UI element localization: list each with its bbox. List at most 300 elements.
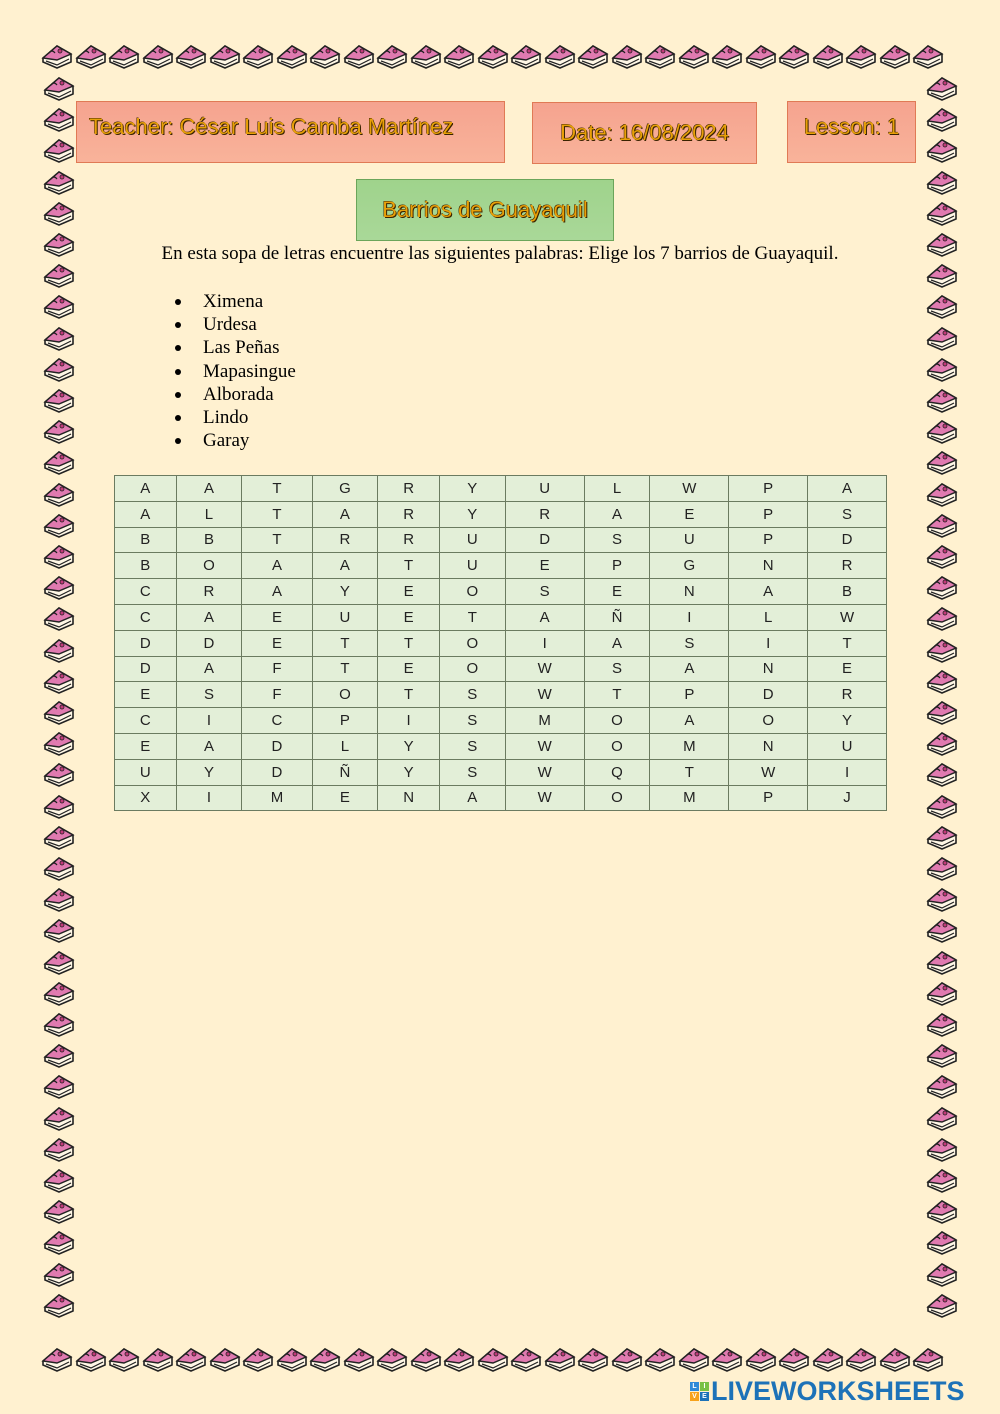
grid-cell[interactable]: A xyxy=(312,501,378,527)
cake-decoration-icon xyxy=(476,40,510,70)
cake-decoration-icon xyxy=(925,1289,959,1319)
grid-cell[interactable]: S xyxy=(176,682,242,708)
grid-cell[interactable]: A xyxy=(439,785,505,811)
cake-decoration-icon xyxy=(208,1343,242,1373)
grid-cell[interactable]: R xyxy=(378,476,440,502)
grid-row xyxy=(115,733,887,759)
grid-cell[interactable]: A xyxy=(584,630,650,656)
grid-cell[interactable]: R xyxy=(312,527,378,553)
grid-cell[interactable]: T xyxy=(378,682,440,708)
grid-cell[interactable]: B xyxy=(115,527,177,553)
grid-cell[interactable]: A xyxy=(584,501,650,527)
grid-row xyxy=(115,682,887,708)
grid-cell[interactable]: P xyxy=(729,476,808,502)
grid-cell[interactable]: Y xyxy=(439,501,505,527)
grid-cell[interactable]: W xyxy=(808,604,887,630)
grid-cell[interactable]: A xyxy=(312,553,378,579)
grid-cell[interactable]: U xyxy=(439,553,505,579)
grid-cell[interactable]: Y xyxy=(439,476,505,502)
cake-decoration-icon xyxy=(74,1343,108,1373)
cake-decoration-icon xyxy=(409,40,443,70)
cake-decoration-icon xyxy=(610,1343,644,1373)
grid-cell[interactable]: S xyxy=(808,501,887,527)
grid-cell[interactable]: F xyxy=(242,682,312,708)
cake-decoration-icon xyxy=(42,1226,76,1256)
grid-cell[interactable]: A xyxy=(242,553,312,579)
cake-decoration-icon xyxy=(141,40,175,70)
cake-decoration-icon xyxy=(911,40,945,70)
grid-cell[interactable]: O xyxy=(439,656,505,682)
cake-decoration-icon xyxy=(308,40,342,70)
cake-decoration-icon xyxy=(42,72,76,102)
word-item: Ximena xyxy=(175,290,296,313)
cake-decoration-icon xyxy=(208,40,242,70)
cake-decoration-icon xyxy=(342,1343,376,1373)
grid-cell[interactable]: T xyxy=(312,656,378,682)
grid-cell[interactable]: W xyxy=(505,656,584,682)
cake-decoration-icon xyxy=(925,790,959,820)
cake-decoration-icon xyxy=(925,634,959,664)
grid-cell[interactable]: T xyxy=(378,630,440,656)
cake-decoration-icon xyxy=(925,1258,959,1288)
cake-decoration-icon xyxy=(925,446,959,476)
word-item: Urdesa xyxy=(175,313,296,336)
cake-decoration-icon xyxy=(925,914,959,944)
grid-cell[interactable]: X xyxy=(115,785,177,811)
grid-cell[interactable]: N xyxy=(378,785,440,811)
grid-cell[interactable]: D xyxy=(115,630,177,656)
grid-cell[interactable]: M xyxy=(242,785,312,811)
cake-decoration-icon xyxy=(643,40,677,70)
cake-decoration-icon xyxy=(925,103,959,133)
grid-cell[interactable]: U xyxy=(439,527,505,553)
cake-decoration-icon xyxy=(74,40,108,70)
cake-decoration-icon xyxy=(42,446,76,476)
instructions-text: En esta sopa de letras encuentre las siguientes palabras: Elige los 7 barrios de Guayaquil. xyxy=(161,243,839,264)
grid-cell[interactable]: W xyxy=(505,682,584,708)
cake-decoration-icon xyxy=(925,1039,959,1069)
grid-cell[interactable]: L xyxy=(312,733,378,759)
cake-decoration-icon xyxy=(925,946,959,976)
grid-cell[interactable]: P xyxy=(729,527,808,553)
cake-decoration-icon xyxy=(925,134,959,164)
grid-row xyxy=(115,604,887,630)
cake-decoration-icon xyxy=(107,1343,141,1373)
cake-decoration-icon xyxy=(744,40,778,70)
grid-cell[interactable]: I xyxy=(808,759,887,785)
grid-cell[interactable]: U xyxy=(505,476,584,502)
grid-cell[interactable]: N xyxy=(729,553,808,579)
cake-decoration-icon xyxy=(925,571,959,601)
cake-decoration-icon xyxy=(925,1070,959,1100)
grid-cell[interactable]: E xyxy=(650,501,729,527)
grid-cell[interactable]: W xyxy=(650,476,729,502)
grid-cell[interactable]: T xyxy=(584,682,650,708)
cake-decoration-icon xyxy=(509,1343,543,1373)
grid-row xyxy=(115,785,887,811)
cake-decoration-icon xyxy=(42,602,76,632)
grid-cell[interactable]: A xyxy=(808,476,887,502)
grid-cell[interactable]: C xyxy=(115,708,177,734)
grid-cell[interactable]: B xyxy=(115,553,177,579)
grid-row xyxy=(115,476,887,502)
cake-decoration-icon xyxy=(42,1258,76,1288)
grid-row xyxy=(115,708,887,734)
grid-cell[interactable]: S xyxy=(584,656,650,682)
grid-cell[interactable]: A xyxy=(115,476,177,502)
grid-row xyxy=(115,553,887,579)
cake-decoration-icon xyxy=(42,384,76,414)
grid-cell[interactable]: M xyxy=(505,708,584,734)
grid-cell[interactable]: F xyxy=(242,656,312,682)
grid-cell[interactable]: T xyxy=(808,630,887,656)
cake-decoration-icon xyxy=(925,1133,959,1163)
grid-cell[interactable]: I xyxy=(505,630,584,656)
word-item: Mapasingue xyxy=(175,360,296,383)
cake-decoration-icon xyxy=(925,1164,959,1194)
grid-cell[interactable]: T xyxy=(650,759,729,785)
grid-cell[interactable]: D xyxy=(242,733,312,759)
grid-cell[interactable]: I xyxy=(729,630,808,656)
word-item: Lindo xyxy=(175,406,296,429)
cake-decoration-icon xyxy=(677,1343,711,1373)
cake-decoration-icon xyxy=(925,1195,959,1225)
grid-cell[interactable]: L xyxy=(176,501,242,527)
cake-decoration-icon xyxy=(925,883,959,913)
logo-mark-letter: I xyxy=(700,1382,709,1391)
cake-decoration-icon xyxy=(342,40,376,70)
word-item: Garay xyxy=(175,429,296,452)
cake-decoration-icon xyxy=(925,478,959,508)
grid-cell[interactable]: D xyxy=(729,682,808,708)
grid-cell[interactable]: C xyxy=(115,579,177,605)
grid-row xyxy=(115,579,887,605)
grid-cell[interactable]: R xyxy=(378,527,440,553)
cake-decoration-icon xyxy=(677,40,711,70)
cake-decoration-icon xyxy=(543,1343,577,1373)
cake-decoration-icon xyxy=(42,1164,76,1194)
grid-cell[interactable]: B xyxy=(808,579,887,605)
grid-row xyxy=(115,527,887,553)
cake-decoration-icon xyxy=(777,1343,811,1373)
logo-text: LIVEWORKSHEETS xyxy=(711,1375,965,1406)
date-label: Date: 16/08/2024 xyxy=(532,102,757,164)
cake-decoration-icon xyxy=(925,602,959,632)
grid-cell[interactable]: U xyxy=(115,759,177,785)
grid-cell[interactable]: I xyxy=(378,708,440,734)
cake-decoration-icon xyxy=(811,40,845,70)
cake-decoration-icon xyxy=(42,1289,76,1319)
grid-cell[interactable]: E xyxy=(584,579,650,605)
grid-cell[interactable]: S xyxy=(584,527,650,553)
grid-cell[interactable]: A xyxy=(176,604,242,630)
grid-cell[interactable]: E xyxy=(505,553,584,579)
cake-decoration-icon xyxy=(925,852,959,882)
cake-decoration-icon xyxy=(42,290,76,320)
logo-mark-icon xyxy=(690,1382,709,1401)
grid-cell[interactable]: R xyxy=(505,501,584,527)
grid-cell[interactable]: O xyxy=(729,708,808,734)
cake-decoration-icon xyxy=(442,1343,476,1373)
logo-mark-letter: L xyxy=(690,1382,699,1391)
logo-mark-letter: V xyxy=(690,1392,699,1401)
cake-decoration-icon xyxy=(42,353,76,383)
grid-cell[interactable]: W xyxy=(505,733,584,759)
grid-cell[interactable]: Q xyxy=(584,759,650,785)
cake-decoration-icon xyxy=(442,40,476,70)
cake-decoration-icon xyxy=(925,821,959,851)
teacher-label: Teacher: César Luis Camba Martínez xyxy=(76,101,505,163)
cake-decoration-icon xyxy=(375,40,409,70)
grid-cell[interactable]: A xyxy=(505,604,584,630)
word-item: Alborada xyxy=(175,383,296,406)
grid-cell[interactable]: P xyxy=(729,501,808,527)
grid-cell[interactable]: Y xyxy=(176,759,242,785)
grid-cell[interactable]: S xyxy=(439,708,505,734)
grid-cell[interactable]: U xyxy=(312,604,378,630)
cake-decoration-icon xyxy=(42,1039,76,1069)
grid-cell[interactable]: S xyxy=(439,733,505,759)
grid-cell[interactable]: A xyxy=(176,656,242,682)
cake-decoration-icon xyxy=(42,727,76,757)
grid-cell[interactable]: S xyxy=(439,682,505,708)
grid-cell[interactable]: E xyxy=(378,656,440,682)
grid-cell[interactable]: P xyxy=(312,708,378,734)
grid-cell[interactable]: I xyxy=(650,604,729,630)
cake-decoration-icon xyxy=(925,415,959,445)
grid-cell[interactable]: S xyxy=(439,759,505,785)
cake-decoration-icon xyxy=(925,1102,959,1132)
grid-cell[interactable]: C xyxy=(242,708,312,734)
grid-cell[interactable]: Y xyxy=(312,579,378,605)
grid-cell[interactable]: A xyxy=(650,656,729,682)
cake-decoration-icon xyxy=(42,790,76,820)
cake-decoration-icon xyxy=(710,40,744,70)
grid-cell[interactable]: O xyxy=(584,708,650,734)
grid-cell[interactable]: E xyxy=(378,579,440,605)
grid-cell[interactable]: T xyxy=(242,476,312,502)
cake-decoration-icon xyxy=(42,758,76,788)
cake-decoration-icon xyxy=(925,290,959,320)
cake-decoration-icon xyxy=(925,1008,959,1038)
cake-decoration-icon xyxy=(42,977,76,1007)
grid-row xyxy=(115,501,887,527)
cake-decoration-icon xyxy=(42,946,76,976)
grid-row xyxy=(115,656,887,682)
grid-cell[interactable]: U xyxy=(650,527,729,553)
grid-cell[interactable]: Ñ xyxy=(312,759,378,785)
cake-decoration-icon xyxy=(925,384,959,414)
grid-cell[interactable]: D xyxy=(115,656,177,682)
cake-decoration-icon xyxy=(40,1343,74,1373)
cake-decoration-icon xyxy=(409,1343,443,1373)
worksheet-title: Barrios de Guayaquil xyxy=(356,179,614,241)
cake-decoration-icon xyxy=(509,40,543,70)
cake-decoration-icon xyxy=(925,353,959,383)
grid-cell[interactable]: A xyxy=(115,501,177,527)
cake-decoration-icon xyxy=(42,197,76,227)
grid-cell[interactable]: D xyxy=(505,527,584,553)
grid-cell[interactable]: O xyxy=(176,553,242,579)
grid-cell[interactable]: A xyxy=(176,476,242,502)
grid-cell[interactable]: D xyxy=(176,630,242,656)
grid-cell[interactable]: E xyxy=(242,604,312,630)
word-list xyxy=(175,290,296,452)
grid-cell[interactable]: N xyxy=(729,656,808,682)
grid-cell[interactable]: D xyxy=(808,527,887,553)
grid-cell[interactable]: E xyxy=(808,656,887,682)
cake-decoration-icon xyxy=(576,40,610,70)
grid-cell[interactable]: W xyxy=(505,759,584,785)
grid-cell[interactable]: L xyxy=(584,476,650,502)
cake-decoration-icon xyxy=(844,1343,878,1373)
cake-decoration-icon xyxy=(141,1343,175,1373)
grid-cell[interactable]: R xyxy=(176,579,242,605)
word-search-grid xyxy=(114,475,887,811)
grid-cell[interactable]: N xyxy=(650,579,729,605)
cake-decoration-icon xyxy=(107,40,141,70)
cake-decoration-icon xyxy=(241,1343,275,1373)
cake-decoration-icon xyxy=(275,40,309,70)
grid-cell[interactable]: A xyxy=(176,733,242,759)
grid-cell[interactable]: R xyxy=(808,553,887,579)
grid-cell[interactable]: E xyxy=(312,785,378,811)
grid-cell[interactable]: T xyxy=(439,604,505,630)
cake-decoration-icon xyxy=(42,1070,76,1100)
cake-decoration-icon xyxy=(42,1195,76,1225)
cake-decoration-icon xyxy=(42,821,76,851)
cake-decoration-icon xyxy=(744,1343,778,1373)
grid-cell[interactable]: O xyxy=(312,682,378,708)
grid-cell[interactable]: A xyxy=(729,579,808,605)
grid-cell[interactable]: P xyxy=(729,785,808,811)
grid-cell[interactable]: Y xyxy=(808,708,887,734)
cake-decoration-icon xyxy=(543,40,577,70)
cake-decoration-icon xyxy=(925,166,959,196)
grid-cell[interactable]: T xyxy=(312,630,378,656)
grid-cell[interactable]: L xyxy=(729,604,808,630)
grid-cell[interactable]: E xyxy=(378,604,440,630)
cake-decoration-icon xyxy=(42,852,76,882)
cake-decoration-icon xyxy=(42,883,76,913)
grid-cell[interactable]: M xyxy=(650,733,729,759)
grid-cell[interactable]: T xyxy=(242,501,312,527)
grid-cell[interactable]: E xyxy=(115,682,177,708)
grid-cell[interactable]: O xyxy=(584,733,650,759)
grid-cell[interactable]: S xyxy=(505,579,584,605)
grid-cell[interactable]: M xyxy=(650,785,729,811)
grid-cell[interactable]: O xyxy=(584,785,650,811)
cake-decoration-icon xyxy=(174,40,208,70)
grid-cell[interactable]: G xyxy=(312,476,378,502)
cake-decoration-icon xyxy=(42,509,76,539)
cake-decoration-icon xyxy=(925,540,959,570)
lesson-label: Lesson: 1 xyxy=(787,101,916,163)
grid-cell[interactable]: B xyxy=(176,527,242,553)
cake-decoration-icon xyxy=(925,665,959,695)
cake-decoration-icon xyxy=(42,634,76,664)
cake-decoration-icon xyxy=(42,540,76,570)
grid-cell[interactable]: T xyxy=(378,553,440,579)
cake-decoration-icon xyxy=(42,914,76,944)
grid-row xyxy=(115,630,887,656)
cake-decoration-icon xyxy=(811,1343,845,1373)
cake-decoration-icon xyxy=(925,758,959,788)
cake-decoration-icon xyxy=(375,1343,409,1373)
cake-decoration-icon xyxy=(643,1343,677,1373)
grid-cell[interactable]: E xyxy=(115,733,177,759)
cake-decoration-icon xyxy=(42,1133,76,1163)
cake-decoration-icon xyxy=(174,1343,208,1373)
grid-cell[interactable]: I xyxy=(176,785,242,811)
cake-decoration-icon xyxy=(925,72,959,102)
grid-cell[interactable]: E xyxy=(242,630,312,656)
cake-decoration-icon xyxy=(925,727,959,757)
liveworksheets-logo[interactable] xyxy=(690,1376,965,1406)
cake-decoration-icon xyxy=(275,1343,309,1373)
grid-cell[interactable]: P xyxy=(584,553,650,579)
grid-cell[interactable]: P xyxy=(650,682,729,708)
cake-decoration-icon xyxy=(925,696,959,726)
cake-decoration-icon xyxy=(777,40,811,70)
cake-decoration-icon xyxy=(925,322,959,352)
grid-cell[interactable]: O xyxy=(439,630,505,656)
cake-decoration-icon xyxy=(925,197,959,227)
cake-decoration-icon xyxy=(42,1008,76,1038)
grid-cell[interactable]: W xyxy=(505,785,584,811)
grid-cell[interactable]: W xyxy=(729,759,808,785)
grid-cell[interactable]: J xyxy=(808,785,887,811)
cake-decoration-icon xyxy=(42,322,76,352)
grid-cell[interactable]: Ñ xyxy=(584,604,650,630)
grid-cell[interactable]: C xyxy=(115,604,177,630)
logo-mark-letter: E xyxy=(700,1392,709,1401)
grid-cell[interactable]: A xyxy=(242,579,312,605)
grid-cell[interactable]: G xyxy=(650,553,729,579)
grid-cell[interactable]: I xyxy=(176,708,242,734)
cake-decoration-icon xyxy=(42,478,76,508)
cake-decoration-icon xyxy=(925,1226,959,1256)
cake-decoration-icon xyxy=(576,1343,610,1373)
cake-decoration-icon xyxy=(40,40,74,70)
cake-decoration-icon xyxy=(925,509,959,539)
cake-decoration-icon xyxy=(911,1343,945,1373)
cake-decoration-icon xyxy=(42,1102,76,1132)
cake-decoration-icon xyxy=(878,40,912,70)
cake-decoration-icon xyxy=(241,40,275,70)
grid-cell[interactable]: T xyxy=(242,527,312,553)
cake-decoration-icon xyxy=(42,696,76,726)
cake-decoration-icon xyxy=(308,1343,342,1373)
grid-cell[interactable]: R xyxy=(808,682,887,708)
grid-cell[interactable]: D xyxy=(242,759,312,785)
cake-decoration-icon xyxy=(42,134,76,164)
grid-cell[interactable]: U xyxy=(808,733,887,759)
grid-cell[interactable]: Y xyxy=(378,733,440,759)
grid-cell[interactable]: A xyxy=(650,708,729,734)
grid-cell[interactable]: S xyxy=(650,630,729,656)
grid-cell[interactable]: Y xyxy=(378,759,440,785)
grid-cell[interactable]: N xyxy=(729,733,808,759)
cake-decoration-icon xyxy=(42,665,76,695)
cake-decoration-icon xyxy=(42,415,76,445)
grid-cell[interactable]: R xyxy=(378,501,440,527)
cake-decoration-icon xyxy=(42,571,76,601)
grid-row xyxy=(115,759,887,785)
grid-cell[interactable]: O xyxy=(439,579,505,605)
cake-decoration-icon xyxy=(476,1343,510,1373)
cake-decoration-icon xyxy=(610,40,644,70)
